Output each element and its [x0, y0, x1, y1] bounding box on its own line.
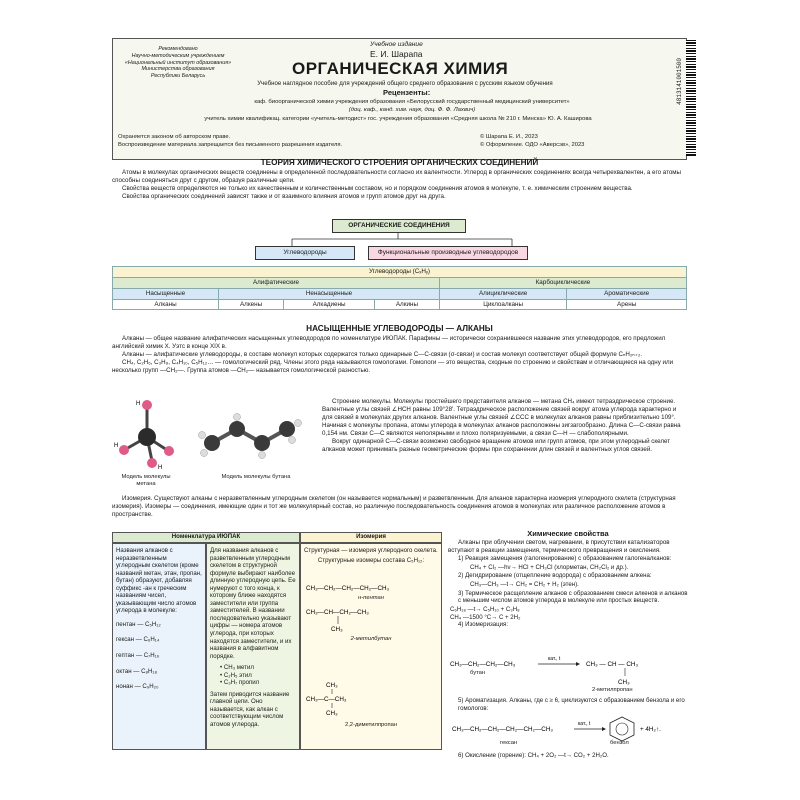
svg-text:CH₃: CH₃ — [331, 626, 343, 633]
svg-text:CH₃: CH₃ — [326, 682, 338, 689]
alkanes-paragraph: Алканы — общее название алифатических насыщенных углеводородов по номенклатуре ИЮПАК. Парафины — исторически сохранившееся название этих углеводородов, его предложил английский химик Х. Уэтс в конце XIX в. — [112, 335, 666, 350]
nomenclature-header: Номенклатура ИЮПАК — [112, 532, 300, 543]
organic-compounds-box: ОРГАНИЧЕСКИЕ СОЕДИНЕНИЯ — [332, 219, 466, 233]
derivatives-box: Функциональные производные углеводородов — [368, 246, 528, 260]
nomenclature-rule: Названия алканов с неразветвленным углеродным скелетом (кроме названий метан, этан, пропан, бутан) образуют, добавляя суффикс -ан к греческим названиям чисел, указывающим число атомов углерода в молекуле: — [116, 547, 202, 615]
isomerism-type: Структурная — изомерия углеродного скелета. — [304, 547, 438, 554]
svg-text:кат., t: кат., t — [578, 721, 591, 727]
alkane-name: пентан — — [116, 620, 144, 628]
theory-paragraph: Свойства веществ определяются не только их качественным и количественным составом, но и порядком соединения атомов в молекуле, т. е. химическим строением вещества. — [122, 184, 633, 192]
reaction-1-equation: CH₄ + Cl₂ —hν→ HCl + CH₃Cl (хлорметан, CH₂Cl₂ и др.). — [470, 563, 629, 571]
table-header: Углеводороды (CₓHᵧ) — [113, 267, 687, 278]
alkanes-cell: Алканы — [113, 299, 219, 310]
main-chain-rule: Затем приводится название главной цепи. Оно называется, как алкан с соответствующим числом атомов углерода. — [210, 690, 290, 729]
reaction-6: 6) Окисление (горение): CH₄ + 2O₂ —t→ CO₂ + 2H₂O. — [458, 752, 609, 759]
theory-title: ТЕОРИЯ ХИМИЧЕСКОГО СТРОЕНИЯ ОРГАНИЧЕСКИХ СОЕДИНЕНИЙ — [260, 158, 539, 167]
hexane-label: гексан — [500, 740, 518, 746]
reviewer-2: учитель химии квалификац. категории «учитель-методист» гос. учреждения образования «Средняя школа № 210 г. Минска» Ю. А. Каширова — [204, 116, 592, 122]
theory-text — [112, 169, 687, 201]
aromatic-cell: Ароматические — [567, 288, 687, 299]
svg-text:H: H — [158, 465, 163, 471]
alkadienes-cell: Алкадиены — [284, 299, 375, 310]
methylbutane-label: 2-метилбутан — [350, 636, 392, 642]
alkane-formula: C₉H₂₀ — [142, 683, 159, 691]
isomerism-paragraph: Изомерия. Существуют алканы с неразветвленным углеродным скелетом (он называется нормальным) и разветвленным. Для алканов характерна изомерия углеродного скелета (структурная изомерия). Изомеры — соединения, имеющие один и тот же молекулярный состав, но различную последовательность соединения атомов в молекулах или различное расположение атомов в пространстве. — [112, 495, 676, 518]
alkane-name: гептан — — [116, 652, 143, 660]
reaction-2-equation: CH₃—CH₃ —t→ CH₂ = CH₂ + H₂ (этен). — [470, 580, 579, 588]
edition-label: Учебное издание — [370, 41, 423, 48]
branched-rule: Для названия алканов с разветвленным углеродным скелетом в структурной формуле выбирают наиболее длинную углеродную цепь. Ее нумеруют с того конца, к которому ближе находятся заместители или группа заместителей. В названии последовательно указывают цифры — номера атомов углерода, при которых находятся заместители, и их названия в алфавитном порядке. — [210, 547, 296, 660]
alkane-formula: C₆H₁₄ — [143, 636, 160, 644]
isbn-number: 4813141001500 — [676, 58, 683, 105]
recommendation-line: Научно-методическим учреждением — [131, 52, 225, 59]
alkane-formula: C₈H₁₈ — [141, 667, 158, 675]
list-item — [116, 652, 202, 660]
recommendation-line: Министерства образования — [141, 66, 215, 73]
molecule-models — [112, 395, 322, 485]
barcode-icon — [686, 40, 696, 156]
svg-text:CH₃—CH₂—CH₂—CH₃: CH₃—CH₂—CH₂—CH₃ — [450, 661, 516, 668]
svg-text:CH₃—C—CH₃: CH₃—C—CH₃ — [306, 696, 347, 703]
subtitle: Учебное наглядное пособие для учреждений общего среднего образования с русским языком обучения — [257, 80, 553, 87]
list-item — [116, 683, 202, 691]
hydrocarbon-classification-table — [112, 266, 687, 310]
svg-text:CH₃: CH₃ — [326, 710, 338, 717]
structure-text — [322, 398, 687, 454]
reaction-1: 1) Реакция замещения (галогенирование) с образованием галогеналканов: — [458, 554, 672, 562]
recommendation-line: «Национальный институт образования» — [124, 59, 232, 66]
isomerism-text — [112, 495, 687, 519]
recommendation-line: Рекомендовано — [158, 46, 198, 52]
rotation-paragraph: Вокруг одинарной С—С-связи возможно свободное вращение атомов или групп атомов, при этом углеродный скелет алканов может принимать разные геометрические формы при сохранении длин связей и валентных углов связей. — [322, 437, 671, 453]
reaction-3-equation-2: CH₄ —1500 °C→ C + 2H₂ — [450, 613, 521, 621]
list-item — [116, 668, 202, 676]
svg-text:кат., t: кат., t — [548, 656, 561, 662]
alkane-names-list — [116, 621, 202, 691]
svg-text:H: H — [136, 401, 141, 407]
list-item — [116, 621, 202, 629]
substituent-item: • C₃H₇ пропил — [220, 679, 260, 687]
chemical-properties — [448, 539, 688, 629]
methylpropane-label: 2-метилпропан — [592, 687, 633, 693]
alkanes-paragraph: Алканы — алифатические углеводороды, в составе молекул которых содержатся только одинарные С—С-связи (σ-связи) и состав молекул соответствует общей формуле CₙH₂ₙ₊₂. — [122, 350, 643, 358]
alkenes-cell: Алкены — [219, 299, 284, 310]
methane-caption: Модель молекулы метана — [121, 474, 171, 488]
alkanes-paragraph: CH₄, C₂H₆, C₃H₈, C₄H₁₀, C₅H₁₂… — гомологический ряд. Члены этого ряда называются гомологами. Гомологи — это вещества, сходные по строению и свойствам и отличающиеся на одну или несколько групп —CH₂—. Группа атомов —CH₂— называется гомологической разностью. — [112, 358, 674, 374]
isomerism-header: Изомерия — [300, 532, 442, 543]
benzene-ring-icon — [610, 717, 634, 741]
butane-model-icon — [199, 414, 302, 459]
chem-intro: Алканы при облучении светом, нагревании, в присутствии катализаторов вступают в реакции замещения, термического превращения и окисления. — [448, 539, 670, 554]
reviewer-1-detail: (доц. каф., канд. хим. наук, доц. Ф. Ф. Лахвич) — [348, 107, 476, 113]
alkane-formula: C₅H₁₂ — [145, 620, 161, 628]
hydrocarbons-box: Углеводороды — [255, 246, 355, 260]
reaction-5: 5) Ароматизация. Алканы, где c ≥ 6, циклизуются с образованием бензола и его гомологов: — [458, 697, 685, 712]
structure-paragraph: Строение молекулы. Молекулы простейшего представителя алканов — метана CH₄ имеют тетраэдрическое строение. Валентные углы связей ∠HCH равны 109°28′. Тетраэдрическое расположение связей вокруг атома углерода характерно и для связей в молекулах других алканов. Валентные углы связей ∠CCC в молекулах алканов равны приблизительно 109°. Начиная с молекулы пропана, атомы углерода в молекулах алканов расположены зигзагообразно. Длина С—С-связи равна 0,154 нм. Связи С—С являются неполярными и плохо поляризуемыми, а связи С—Н — слабополярными. — [322, 398, 681, 437]
alkane-formula: C₇H₁₆ — [143, 652, 160, 660]
reaction-2: 2) Дегидрирование (отщепление водорода) с образованием алкена: — [458, 572, 652, 580]
copyright-design: © Оформление. ОДО «Аверсэв», 2023 — [480, 142, 585, 148]
alkanes-intro — [112, 335, 687, 375]
nomenclature-col-2 — [206, 543, 300, 750]
substituent-item: • CH₃ метил — [220, 664, 254, 672]
svg-text:CH₃—CH₂—CH₂—CH₂—CH₂—CH₃: CH₃—CH₂—CH₂—CH₂—CH₂—CH₃ — [452, 726, 553, 733]
reaction-3-equation-1: C₆H₁₈ —t→ C₅H₁₀ + C₃H₈ — [450, 605, 520, 613]
aliphatic-cell: Алифатические — [113, 277, 440, 288]
alkynes-cell: Алкины — [374, 299, 439, 310]
arenes-cell: Арены — [567, 299, 687, 310]
benzene-label: бензол — [610, 740, 629, 746]
page-title: ОРГАНИЧЕСКАЯ ХИМИЯ — [292, 59, 509, 78]
alkane-name: нонан — — [116, 683, 141, 691]
saturated-cell: Насыщенные — [113, 288, 219, 299]
unsaturated-cell: Ненасыщенные — [219, 288, 440, 299]
alkane-name: октан — — [116, 667, 140, 675]
n-pentane-label: н-пентан — [358, 595, 384, 601]
svg-text:CH₃: CH₃ — [618, 679, 630, 686]
isomers-subtitle: Структурные изомеры состава C₅H₁₂: — [317, 556, 425, 564]
recommendation-line: Республики Беларусь — [150, 73, 206, 79]
copyright-notice-2: Воспроизведение материала запрещается без письменного разрешения издателя. — [118, 142, 343, 148]
substituent-item: • C₂H₅ этил — [220, 671, 252, 679]
copyright-author: © Шарапа Е. И., 2023 — [480, 134, 538, 140]
svg-text:CH₃ — CH — CH₃: CH₃ — CH — CH₃ — [586, 661, 639, 668]
author-name: Е. И. Шарапа — [370, 49, 423, 59]
theory-paragraph: Свойства органических соединений зависят также и от взаимного влияния атомов и групп атомов друг на друга. — [122, 192, 446, 200]
reviewers-label: Рецензенты: — [383, 88, 431, 97]
butane-label: бутан — [470, 670, 486, 676]
copyright-notice: Охраняется законом об авторском праве. — [118, 134, 231, 140]
aromatization-diagram — [448, 713, 688, 747]
alkane-name: гексан — — [116, 636, 142, 644]
pentane-isomers-diagram — [302, 580, 440, 745]
svg-text:CH₃—CH—CH₂—CH₃: CH₃—CH—CH₂—CH₃ — [306, 609, 369, 616]
methane-model-icon — [114, 400, 174, 471]
svg-text:H: H — [114, 443, 119, 449]
reaction-3: 3) Термическое расщепление алканов с образованием смеси алкенов и алканов с меньшим числом атомов углерода в молекуле или простых веществ. — [458, 589, 688, 605]
nomenclature-col-1 — [112, 543, 206, 750]
reviewer-1: каф. биоорганической химии учреждения образования «Белорусский государственный медицинский университет» — [254, 99, 570, 105]
reaction-4: 4) Изомеризация: — [458, 621, 509, 629]
theory-paragraph: Атомы в молекулах органических веществ соединены в определенной последовательности согласно их валентности. Углерод в органических соединениях всегда четырехвалентен, а его атомы способны соединяться друг с другом, образуя различные цепи. — [112, 169, 681, 184]
cycloalkanes-cell: Циклоалканы — [439, 299, 566, 310]
butane-caption: Модель молекулы бутана — [221, 474, 291, 480]
chemical-properties-title: Химические свойства — [527, 529, 609, 538]
svg-text:+ 4H₂↑.: + 4H₂↑. — [640, 726, 661, 733]
carbocyclic-cell: Карбоциклические — [439, 277, 686, 288]
recommendation-block — [118, 46, 238, 80]
list-item — [116, 636, 202, 644]
substituents-list — [220, 664, 296, 687]
dimethylpropane-label: 2,2-диметилпропан — [344, 722, 398, 728]
alkanes-title: НАСЫЩЕННЫЕ УГЛЕВОДОРОДЫ — АЛКАНЫ — [306, 324, 493, 333]
svg-text:CH₃—CH₂—CH₂—CH₂—CH₃: CH₃—CH₂—CH₂—CH₂—CH₃ — [306, 585, 390, 592]
alicyclic-cell: Алициклические — [439, 288, 566, 299]
